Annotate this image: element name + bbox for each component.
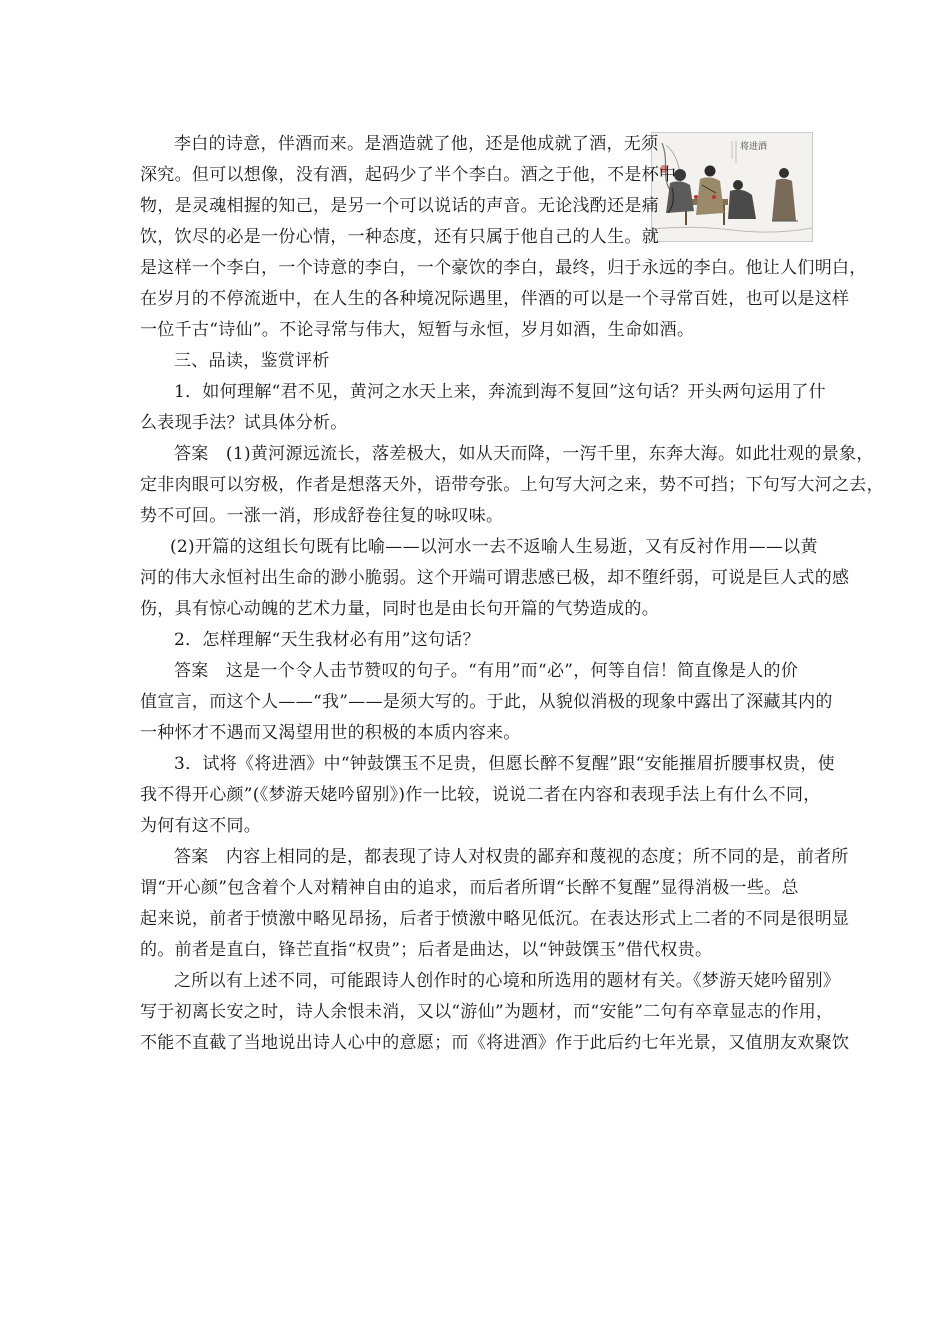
question-3-line: 为何有这不同。 [140,816,262,836]
question-1: 1．如何理解“君不见，黄河之水天上来，奔流到海不复回”这句话？开头两句运用了什 [174,382,826,402]
answer-3: 答案 内容上相同的是，都表现了诗人对权贵的鄙弃和蔑视的态度；所不同的是，前者所 [174,847,849,867]
text-line: 一位千古“诗仙”。不论寻常与伟大，短暂与永恒，岁月如酒，生命如酒。 [140,320,695,340]
answer-3-part-2-line: 不能不直截了当地说出诗人心中的意愿；而《将进酒》作于此后约七年光景，又值朋友欢聚饮 [140,1033,850,1053]
text-line: 物，是灵魂相握的知己，是另一个可以说话的声音。无论浅酌还是痛 [140,196,659,216]
answer-2-line: 值宣言，而这个人——“我”——是须大写的。于此，从貌似消极的现象中露出了深藏其内的 [140,692,833,712]
painting-inscription: 将进酒 [740,142,768,152]
text-line: 深究。但可以想像，没有酒，起码少了半个李白。酒之于他，不是杯中 [140,165,677,185]
answer-2: 答案 这是一个令人击节赞叹的句子。“有用”而“必”，何等自信！简直像是人的价 [174,661,799,681]
text-line: 饮，饮尽的必是一份心情，一种态度，还有只属于他自己的人生。就 [140,227,659,247]
section-heading: 三、品读，鉴赏评析 [174,351,330,371]
answer-3-line: 的。前者是直白，锋芒直指“权贵”；后者是曲达，以“钟鼓馔玉”借代权贵。 [140,940,713,960]
text-line: 李白的诗意，伴酒而来。是酒造就了他，还是他成就了酒，无须 [174,134,659,154]
answer-1: 答案 (1)黄河源远流长，落差极大，如从天而降，一泻千里，东奔大海。如此壮观的景象， [174,444,874,464]
answer-3-part-2-line: 写于初离长安之时，诗人余恨未消，又以“游仙”为题材，而“安能”二句有卒章显志的作用， [140,1002,834,1022]
answer-3-line: 起来说，前者于愤激中略见昂扬，后者于愤激中略见低沉。在表达形式上二者的不同是很明显 [140,909,850,929]
ink-painting-figures-icon [652,133,812,241]
answer-1-line: 定非肉眼可以穷极，作者是想落天外，语带夸张。上句写大河之来，势不可挡；下句写大河之去， [140,475,884,495]
answer-1-part-2: (2)开篇的这组长句既有比喻——以河水一去不返喻人生易逝，又有反衬作用——以黄 [170,537,818,557]
question-2: 2．怎样理解“天生我材必有用”这句话？ [174,630,480,650]
answer-1-part-2-line: 伤，具有惊心动魄的艺术力量，同时也是由长句开篇的气势造成的。 [140,599,659,619]
text-line: 在岁月的不停流逝中，在人生的各种境况际遇里，伴酒的可以是一个寻常百姓，也可以是这样 [140,289,850,309]
answer-1-line: 势不可回。一涨一消，形成舒卷往复的咏叹味。 [140,506,504,526]
answer-3-line: 谓“开心颜”包含着个人对精神自由的追求，而后者所谓“长醉不复醒”显得消极一些。总 [140,878,799,898]
text-line: 是这样一个李白，一个诗意的李白，一个豪饮的李白，最终，归于永远的李白。他让人们明白， [140,258,867,278]
question-1-cont: 么表现手法？试具体分析。 [140,413,348,433]
question-3: 3．试将《将进酒》中“钟鼓馔玉不足贵，但愿长醉不复醒”跟“安能摧眉折腰事权贵，使 [174,754,835,774]
answer-1-part-2-line: 河的伟大永恒衬出生命的渺小脆弱。这个开端可谓悲感已极，却不堕纤弱，可说是巨人式的感 [140,568,850,588]
answer-3-part-2: 之所以有上述不同，可能跟诗人创作时的心境和所选用的题材有关。《梦游天姥吟留别》 [174,971,841,991]
answer-2-line: 一种怀才不遇而又渴望用世的积极的本质内容来。 [140,723,521,743]
question-3-line: 我不得开心颜”(《梦游天姥吟留别》)作一比较，说说二者在内容和表现手法上有什么不同， [140,785,821,805]
ink-painting-figures-image [651,132,813,242]
